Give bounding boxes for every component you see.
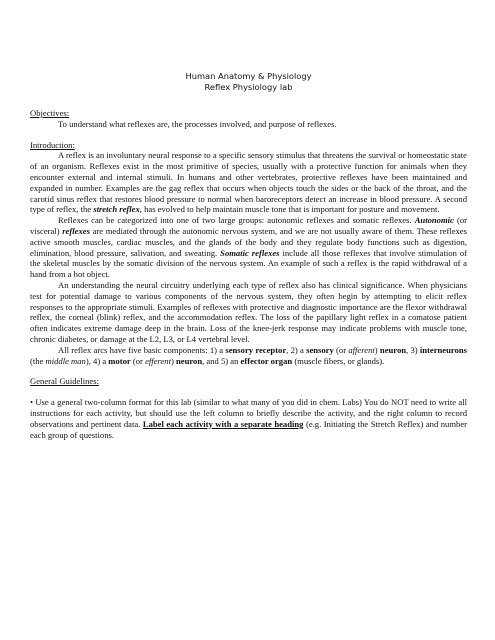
guidelines-section [30, 376, 467, 440]
p4-text-l: (muscle fibers, or glands). [292, 355, 385, 366]
intro-paragraph-1 [30, 150, 467, 215]
p2-text-a: Reflexes can be categorized into one of two large groups: autonomic reflexes and somatic reflexes. [58, 215, 415, 226]
p4-text-k: , and 5) an [202, 355, 241, 366]
intro-paragraph-4 [30, 345, 467, 367]
introduction-section [30, 140, 467, 367]
p2-reflexes: reflexes [62, 225, 90, 236]
guidelines-text [30, 397, 467, 440]
p4-middle-man: middle man [45, 355, 86, 366]
p4-text-g: (the [30, 355, 46, 366]
guidelines-heading: General Guidelines: [30, 376, 99, 387]
guidelines-text-c: (e.g. Initiating the Stretch Reflex) and number each group of questions. [30, 418, 468, 440]
p4-interneurons: interneurons [419, 344, 467, 355]
p4-text-c: , 2) a [286, 344, 307, 355]
p4-effector-organ: effector organ [240, 355, 293, 366]
p1-text: A reflex is an involuntary neural response to a specific sensory stimulus that threatens the survival or homeostatic state of an organism. Reflexes exist in the most primitive of species, usually with a protective function for animals when they encounter external and internal stimuli. In humans and other vertebrates, protective reflexes have been maintained and expanded in number. Examples are the gag reflex that occurs when objects touch the sides or the back of the throat, and the carotid sinus reflex that restores blood pressure to normal when baroreceptors detect an increase in blood pressure. A second type of reflex, the [30, 150, 467, 215]
intro-paragraph-2 [30, 215, 467, 280]
p2-autonomic: Autonomic [414, 215, 454, 226]
p2-somatic-reflexes: Somatic reflexes [220, 247, 280, 258]
p4-text-j: ) [171, 355, 177, 366]
guidelines-text-a: • Use a general two-column format for this lab (similar to what many of you did in chem. Labs) You do NOT need to write all instructions for each activity, but should use the left column to briefly describe the activity, and the right column to record observations and pertinent data. [30, 397, 467, 429]
p4-efferent: efferent [145, 355, 171, 366]
p4-text-f: , 3) [406, 344, 420, 355]
p4-afferent: afferent [348, 344, 375, 355]
guidelines-label-heading: Label each activity with a separate heading [142, 418, 304, 429]
title-line-1: Human Anatomy & Physiology [185, 71, 312, 81]
p2-text-b: (or visceral) [30, 215, 467, 236]
intro-paragraph-3: An understanding the neural circuitry underlying each type of reflex also has clinical significance. When physicians test for potential damage to various components of the nervous system, they often begin by attempting to elicit reflex responses to the appropriate stimuli. Examples of reflexes with protective and diagnostic importance are the flexor withdrawal reflex, the corneal (blink) reflex, and the accommodation reflex. The loss of the papillary light reflex in a comatose patient often indicates extreme damage deep in the brain. Loss of the knee-jerk response may indicate problems with muscle tone, chronic diabetes, or damage at the L2, L3, or L4 vertebral level. [30, 279, 467, 344]
p4-text-i: (or [130, 355, 146, 366]
p4-text-e: ) [374, 344, 380, 355]
p4-text-h: ), 4) a [85, 355, 109, 366]
p4-neuron-2: neuron [176, 355, 203, 366]
p4-text-d: (or [333, 344, 349, 355]
p4-sensory: sensory [306, 344, 334, 355]
title-line-2: Reflex Physiology lab [204, 82, 293, 92]
p4-text-a: All reflex arcs have five basic components: 1) a [58, 344, 226, 355]
p4-neuron-1: neuron [379, 344, 407, 355]
document-title [30, 71, 467, 93]
objectives-heading: Objectives: [30, 108, 70, 118]
p2-text-c: are mediated through the autonomic nervous system, and we are not usually aware of them. These reflexes active smooth muscles, cardiac muscles, and the glands of the body and they regulate body functions such as digestion, elimination, blood pressure, salivation, and sweating. [30, 225, 467, 258]
objectives-text: To understand what reflexes are, the processes involved, and purpose of reflexes. [58, 118, 337, 129]
introduction-heading: Introduction: [30, 139, 75, 150]
p1-tail: , has evolved to help maintain muscle tone that is important for posture and movement. [139, 204, 440, 215]
p4-motor: motor [108, 355, 131, 366]
p4-sensory-receptor: sensory receptor [225, 344, 287, 355]
p2-text-d: include all those reflexes that involve stimulation of the skeletal muscles by the somatic division of the nervous system. An example of such a reflex is the rapid withdrawal of a hand from a hot object. [30, 247, 467, 280]
objectives-section [30, 108, 467, 130]
p1-stretch-reflex: stretch reflex [93, 204, 140, 215]
